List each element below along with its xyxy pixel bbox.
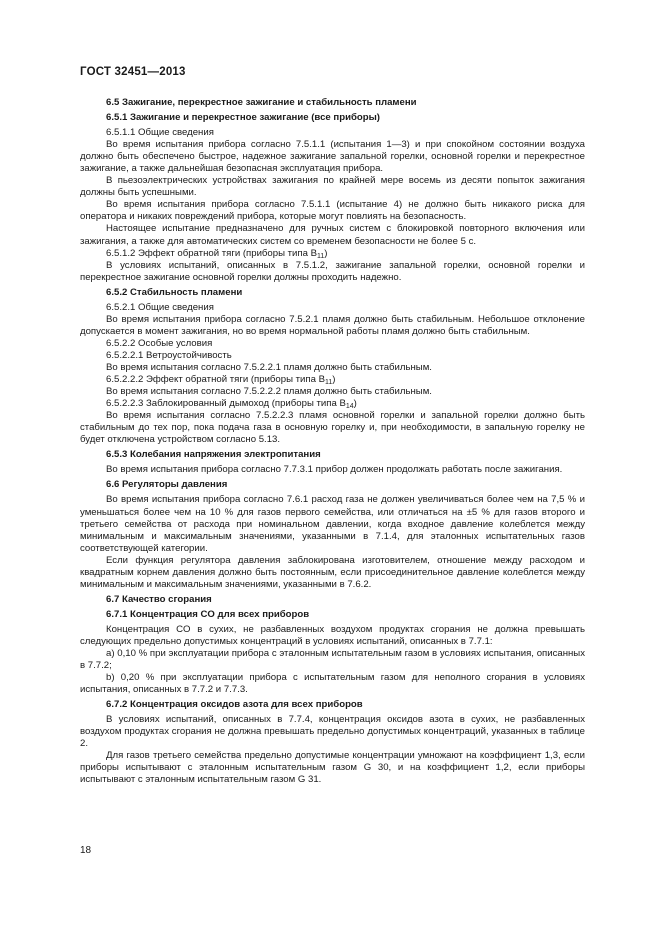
paragraph: Во время испытания прибора согласно 7.5.1.1 (испытания 1—3) и при спокойном состоянии воздуха должно быть обеспечено быстрое, надежное зажигание запальной горелки, основной горелки и перекрестное зажигание, а также дальнейшая безопасная эксплуатация прибора. bbox=[80, 139, 585, 175]
paragraph: В пьезоэлектрических устройствах зажигания по крайней мере восемь из десяти попыток зажигания должны быть успешными. bbox=[80, 175, 585, 199]
subsection-6-5-2-2-3 bbox=[80, 398, 585, 410]
subsection-6-5-1-2 bbox=[80, 248, 585, 260]
document-header: ГОСТ 32451—2013 bbox=[80, 66, 186, 78]
paragraph: Во время испытания согласно 7.5.2.2.2 пламя должно быть стабильным. bbox=[106, 386, 432, 398]
subsection-text-end: ) bbox=[324, 247, 328, 259]
subscript: 11 bbox=[317, 252, 325, 260]
section-heading-6-7-1: 6.7.1 Концентрация CO для всех приборов bbox=[106, 608, 310, 620]
subsection-6-5-2-2-1: 6.5.2.2.1 Ветроустойчивость bbox=[106, 349, 232, 361]
section-heading-6-5-3: 6.5.3 Колебания напряжения электропитания bbox=[106, 449, 321, 461]
section-heading-6-7: 6.7 Качество сгорания bbox=[106, 593, 212, 605]
subsection-text-end: ) bbox=[353, 398, 357, 410]
subsection-6-5-2-2: 6.5.2.2 Особые условия bbox=[106, 337, 213, 349]
paragraph: Во время испытания прибора согласно 7.5.2.1 пламя должно быть стабильным. Небольшое отклонение допускается в момент зажигания, но во время нормальной работы пламя должно быть стабильным. bbox=[80, 313, 585, 337]
subsection-text: 6.5.2.2.2 Эффект обратной тяги (приборы типа B bbox=[106, 374, 326, 386]
subsection-6-5-2-2-2 bbox=[80, 374, 585, 386]
paragraph: Для газов третьего семейства предельно допустимые концентрации умножают на коэффициент 1,3, если приборы испытывают с эталонным испытательным газом G 30, и на коэффициент 1,2, если приборы испытывают с эталонным испытательным газом G 31. bbox=[80, 750, 585, 786]
section-heading-6-6: 6.6 Регуляторы давления bbox=[106, 479, 228, 491]
paragraph: Если функция регулятора давления заблокирована изготовителем, отношение между расходом и квадратным корнем давления должно быть постоянным, если присоединительное давление колеблется между минимальным и максимальным значениями, указанными в 7.6.2. bbox=[80, 554, 585, 590]
page-number: 18 bbox=[80, 845, 92, 856]
paragraph: Концентрация CO в сухих, не разбавленных воздухом продуктах сгорания не должна превышать следующих предельно допустимых концентраций в условиях испытаний, описанных в 7.7.1: bbox=[80, 623, 585, 647]
subsection-6-5-2-1: 6.5.2.1 Общие сведения bbox=[106, 301, 214, 313]
paragraph: Во время испытания прибора согласно 7.7.3.1 прибор должен продолжать работать после зажигания. bbox=[106, 464, 563, 476]
list-item: a) 0,10 % при эксплуатации прибора с эталонным испытательным газом в условиях испытания, описанных в 7.7.2; bbox=[80, 648, 585, 672]
section-heading-6-5: 6.5 Зажигание, перекрестное зажигание и стабильность пламени bbox=[106, 97, 417, 108]
list-item: b) 0,20 % при эксплуатации прибора с испытательным газом для неполного сгорания в условиях испытания, описанных в 7.7.2 и 7.7.3. bbox=[80, 672, 585, 696]
subsection-text: 6.5.2.2.3 Заблокированный дымоход (приборы типа B bbox=[106, 398, 346, 410]
subsection-text-end: ) bbox=[332, 374, 336, 386]
paragraph: Во время испытания согласно 7.5.2.2.3 пламя основной горелки и запальной горелки должно быть стабильным до тех пор, пока подача газа в основную горелку и, при необходимости, в запальную горелку не будет отключена устройством согласно 5.13. bbox=[80, 410, 585, 446]
paragraph: Во время испытания прибора согласно 7.6.1 расход газа не должен увеличиваться более чем на 7,5 % и уменьшаться более чем на 10 % для газов первого семейства, или отличаться на ±5 % для газов второго и третьего семейства от расхода при номинальном давлении, когда входное давление колеблется между минимальным и максимальным значениями, указанными в 7.1.4, для эталонных испытательных газов соответствующей категории. bbox=[80, 494, 585, 554]
section-heading-6-5-2: 6.5.2 Стабильность пламени bbox=[106, 286, 243, 298]
subscript: 11 bbox=[325, 379, 333, 387]
paragraph: В условиях испытаний, описанных в 7.7.4, концентрация оксидов азота в сухих, не разбавленных воздухом продуктах сгорания не должна превышать предельно допустимых концентраций, указанных в таблице 2. bbox=[80, 714, 585, 750]
section-heading-6-5-1: 6.5.1 Зажигание и перекрестное зажигание (все приборы) bbox=[106, 112, 381, 124]
document-body bbox=[80, 94, 585, 787]
subsection-text: 6.5.1.2 Эффект обратной тяги (приборы типа B bbox=[106, 247, 318, 259]
paragraph: В условиях испытаний, описанных в 7.5.1.2, зажигание запальной горелки, основной горелки и перекрестное зажигание основной горелки должны проходить надежно. bbox=[80, 259, 585, 283]
paragraph: Во время испытания согласно 7.5.2.2.1 пламя должно быть стабильным. bbox=[106, 361, 432, 373]
subscript: 14 bbox=[345, 403, 354, 411]
section-heading-6-7-2: 6.7.2 Концентрация оксидов азота для всех приборов bbox=[106, 699, 363, 711]
subsection-6-5-1-1: 6.5.1.1 Общие сведения bbox=[106, 127, 214, 139]
paragraph: Во время испытания прибора согласно 7.5.1.1 (испытание 4) не должно быть никакого риска для оператора и никаких повреждений прибора, которые могут повлиять на безопасность. bbox=[80, 199, 585, 223]
paragraph: Настоящее испытание предназначено для ручных систем с блокировкой повторного включения или зажигания, а также для автоматических систем со временем безопасности не более 5 с. bbox=[80, 223, 585, 247]
